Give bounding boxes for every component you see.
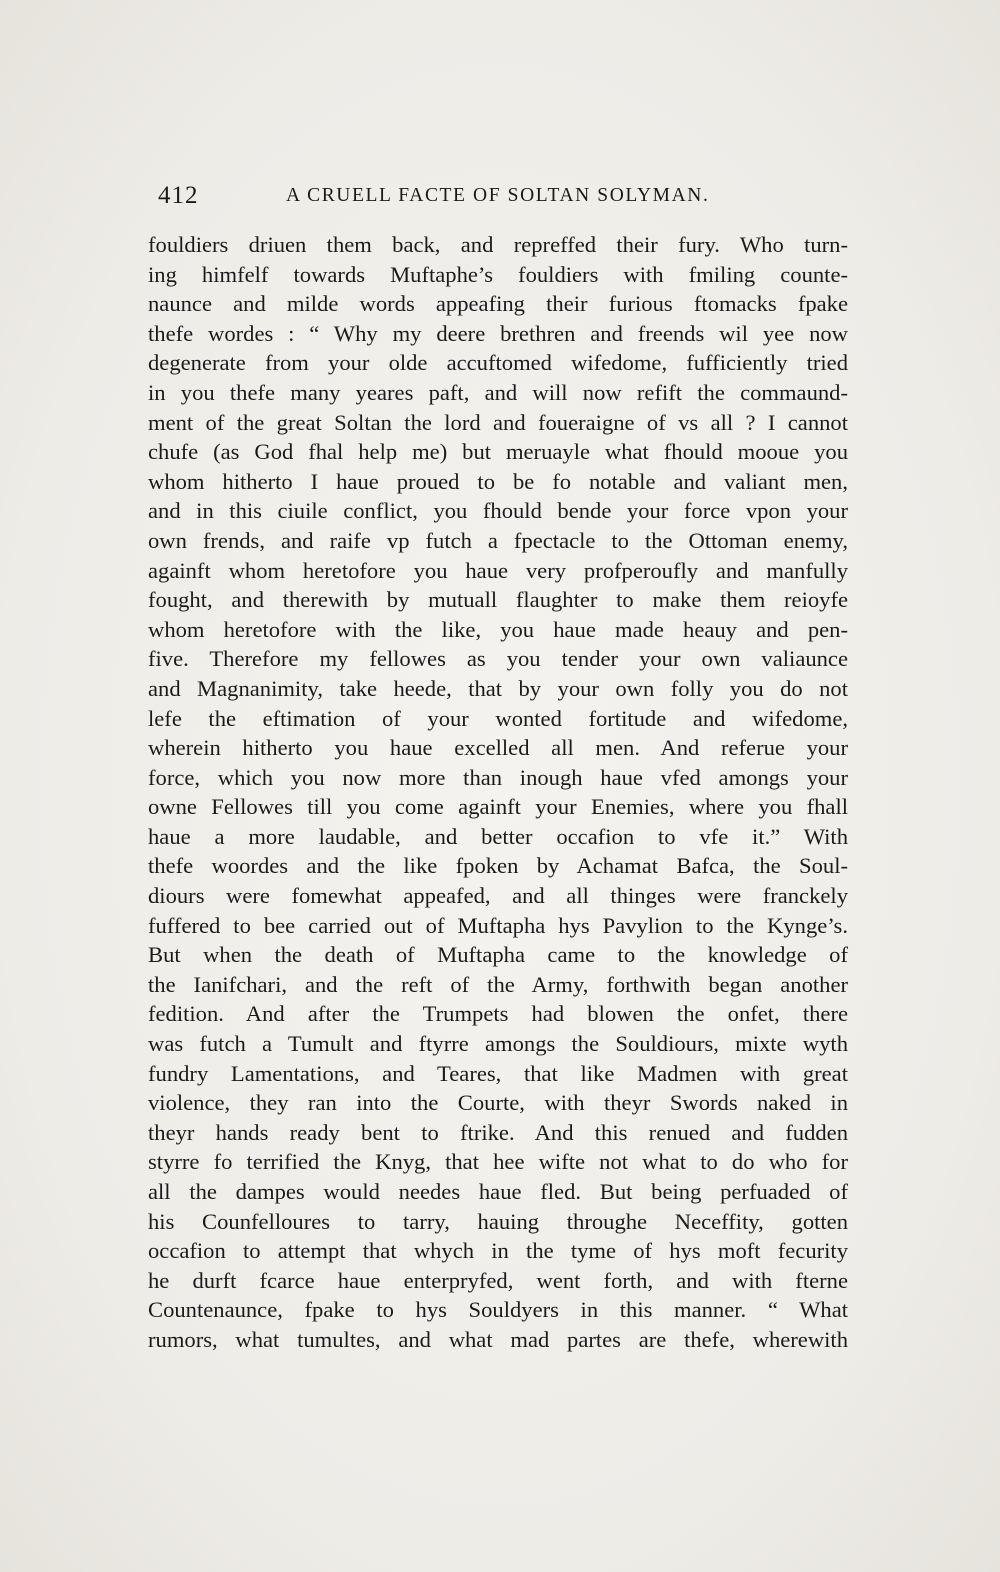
text-line: his Counfelloures to tarry, hauing throughe Neceffity, gotten — [148, 1208, 848, 1234]
text-line: fedition. And after the Trumpets had blowen the onfet, there — [148, 1001, 848, 1027]
text-line: degenerate from your olde accuftomed wifedome, fufficiently tried — [148, 350, 848, 376]
text-line: fouldiers driuen them back, and repreffed their fury. Who turn- — [148, 232, 848, 257]
text-line: chufe (as God fhal help me) but meruayle what fhould mooue you — [148, 439, 848, 465]
body-text — [148, 230, 848, 1355]
text-line: in you thefe many yeares paft, and will now refift the commaund- — [148, 379, 848, 405]
page-number: 412 — [158, 182, 199, 209]
text-line: was futch a Tumult and ftyrre amongs the Souldiours, mixte wyth — [148, 1031, 848, 1057]
text-line: diours were fomewhat appeafed, and all thinges were franckely — [148, 883, 848, 909]
text-line: lefe the eftimation of your wonted fortitude and wifedome, — [148, 705, 848, 731]
text-line: whom hitherto I haue proued to be fo notable and valiant men, — [148, 468, 848, 494]
text-line: thefe wordes : “ Why my deere brethren and freends wil yee now — [148, 320, 848, 346]
text-line: five. Therefore my fellowes as you tender your own valiaunce — [148, 646, 848, 672]
text-line: wherein hitherto you haue excelled all men. And referue your — [148, 735, 848, 761]
text-line: the Ianifchari, and the reft of the Army, forthwith began another — [148, 971, 848, 997]
text-line: naunce and milde words appeafing their furious ftomacks fpake — [148, 291, 848, 317]
text-line: haue a more laudable, and better occafion to vfe it.” With — [148, 823, 848, 849]
running-title: A CRUELL FACTE OF SOLTAN SOLYMAN. — [286, 185, 710, 206]
text-line: Countenaunce, fpake to hys Souldyers in this manner. “ What — [148, 1297, 848, 1323]
text-line: ment of the great Soltan the lord and foueraigne of vs all ? I cannot — [148, 409, 848, 435]
text-line: owne Fellowes till you come againft your Enemies, where you fhall — [148, 794, 848, 820]
text-line: own frends, and raife vp futch a fpectacle to the Ottoman enemy, — [148, 527, 848, 553]
text-line: styrre fo terrified the Knyg, that hee wifte not what to do who for — [148, 1149, 848, 1175]
text-line: theyr hands ready bent to ftrike. And this renued and fudden — [148, 1119, 848, 1145]
text-line: fundry Lamentations, and Teares, that like Madmen with great — [148, 1060, 848, 1086]
text-line: rumors, what tumultes, and what mad partes are thefe, wherewith — [148, 1326, 848, 1352]
text-line: But when the death of Muftapha came to the knowledge of — [148, 942, 848, 968]
text-line: all the dampes would needes haue fled. But being perfuaded of — [148, 1179, 848, 1204]
text-line: whom heretofore with the like, you haue made heauy and pen- — [148, 616, 848, 642]
text-line: and in this ciuile conflict, you fhould bende your force vpon your — [148, 498, 848, 524]
text-line: thefe woordes and the like fpoken by Achamat Bafca, the Soul- — [148, 853, 848, 879]
text-line: occafion to attempt that whych in the tyme of hys moft fecurity — [148, 1238, 848, 1264]
running-head — [158, 182, 728, 214]
text-line: violence, they ran into the Courte, with theyr Swords naked in — [148, 1090, 848, 1116]
text-line: ing himfelf towards Muftaphe’s fouldiers with fmiling counte- — [148, 261, 848, 287]
text-line: force, which you now more than inough haue vfed amongs your — [148, 764, 848, 790]
text-line: againft whom heretofore you haue very profperoufly and manfully — [148, 557, 848, 583]
text-line: and Magnanimity, take heede, that by your own folly you do not — [148, 675, 848, 701]
text-line: fought, and therewith by mutuall flaughter to make them reioyfe — [148, 587, 848, 613]
text-line: he durft fcarce haue enterpryfed, went forth, and with fterne — [148, 1267, 848, 1293]
text-line: fuffered to bee carried out of Muftapha hys Pavylion to the Kynge’s. — [148, 912, 848, 938]
